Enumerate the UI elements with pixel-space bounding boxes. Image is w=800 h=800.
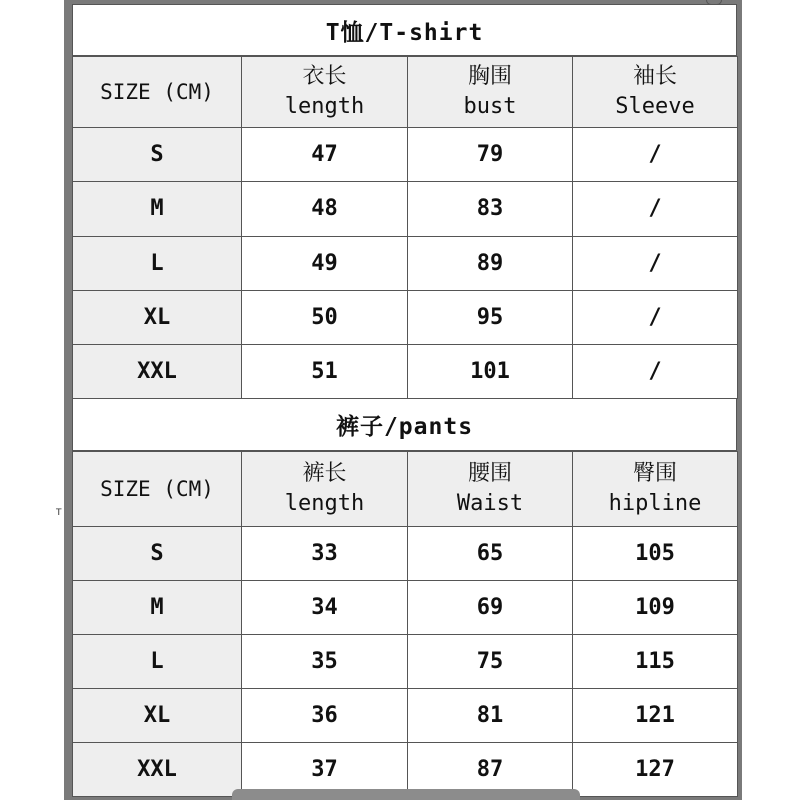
tshirt-header-row [73, 57, 738, 128]
waist-cell: 69 [408, 581, 573, 635]
stray-text: T [56, 508, 62, 518]
length-cell: 50 [242, 291, 408, 345]
pants-header-row [73, 452, 738, 527]
bust-cell: 95 [408, 291, 573, 345]
tshirt-title: T恤/T-shirt [72, 4, 737, 56]
length-cell: 36 [242, 689, 408, 743]
size-cell: M [73, 581, 242, 635]
hipline-cell: 109 [573, 581, 738, 635]
table-row [73, 345, 738, 399]
bust-cell: 89 [408, 237, 573, 291]
bust-header: 胸围 bust [408, 57, 573, 128]
sleeve-cell: / [573, 237, 738, 291]
sleeve-cell: / [573, 128, 738, 182]
waist-cell: 87 [408, 743, 573, 797]
size-cell: M [73, 182, 242, 237]
size-cell: XL [73, 689, 242, 743]
hipline-cell: 127 [573, 743, 738, 797]
waist-header: 腰围 Waist [408, 452, 573, 527]
bust-cell: 101 [408, 345, 573, 399]
size-cell: L [73, 635, 242, 689]
sleeve-header: 袖长 Sleeve [573, 57, 738, 128]
table-row [73, 182, 738, 237]
bust-cell: 79 [408, 128, 573, 182]
sleeve-cell: / [573, 291, 738, 345]
length-header: 裤长 length [242, 452, 408, 527]
waist-cell: 81 [408, 689, 573, 743]
table-row [73, 527, 738, 581]
horizontal-scrollbar[interactable] [232, 789, 580, 800]
waist-cell: 75 [408, 635, 573, 689]
pants-title: 裤子/pants [72, 398, 737, 451]
length-cell: 37 [242, 743, 408, 797]
length-cell: 49 [242, 237, 408, 291]
sleeve-cell: / [573, 182, 738, 237]
size-cell: XXL [73, 743, 242, 797]
tshirt-size-table [72, 56, 738, 399]
length-cell: 33 [242, 527, 408, 581]
pants-size-table [72, 451, 738, 797]
size-cell: S [73, 128, 242, 182]
length-header: 衣长 length [242, 57, 408, 128]
table-row [73, 635, 738, 689]
length-cell: 35 [242, 635, 408, 689]
size-cell: XL [73, 291, 242, 345]
length-cell: 47 [242, 128, 408, 182]
size-cell: XXL [73, 345, 242, 399]
length-cell: 51 [242, 345, 408, 399]
table-row [73, 237, 738, 291]
hipline-cell: 105 [573, 527, 738, 581]
table-row [73, 291, 738, 345]
hipline-header: 臀围 hipline [573, 452, 738, 527]
length-cell: 34 [242, 581, 408, 635]
bust-cell: 83 [408, 182, 573, 237]
length-cell: 48 [242, 182, 408, 237]
table-row [73, 689, 738, 743]
size-header: SIZE (CM) [73, 57, 242, 128]
hipline-cell: 115 [573, 635, 738, 689]
hipline-cell: 121 [573, 689, 738, 743]
sleeve-cell: / [573, 345, 738, 399]
size-cell: L [73, 237, 242, 291]
size-header: SIZE (CM) [73, 452, 242, 527]
waist-cell: 65 [408, 527, 573, 581]
size-cell: S [73, 527, 242, 581]
table-row [73, 581, 738, 635]
table-row [73, 128, 738, 182]
